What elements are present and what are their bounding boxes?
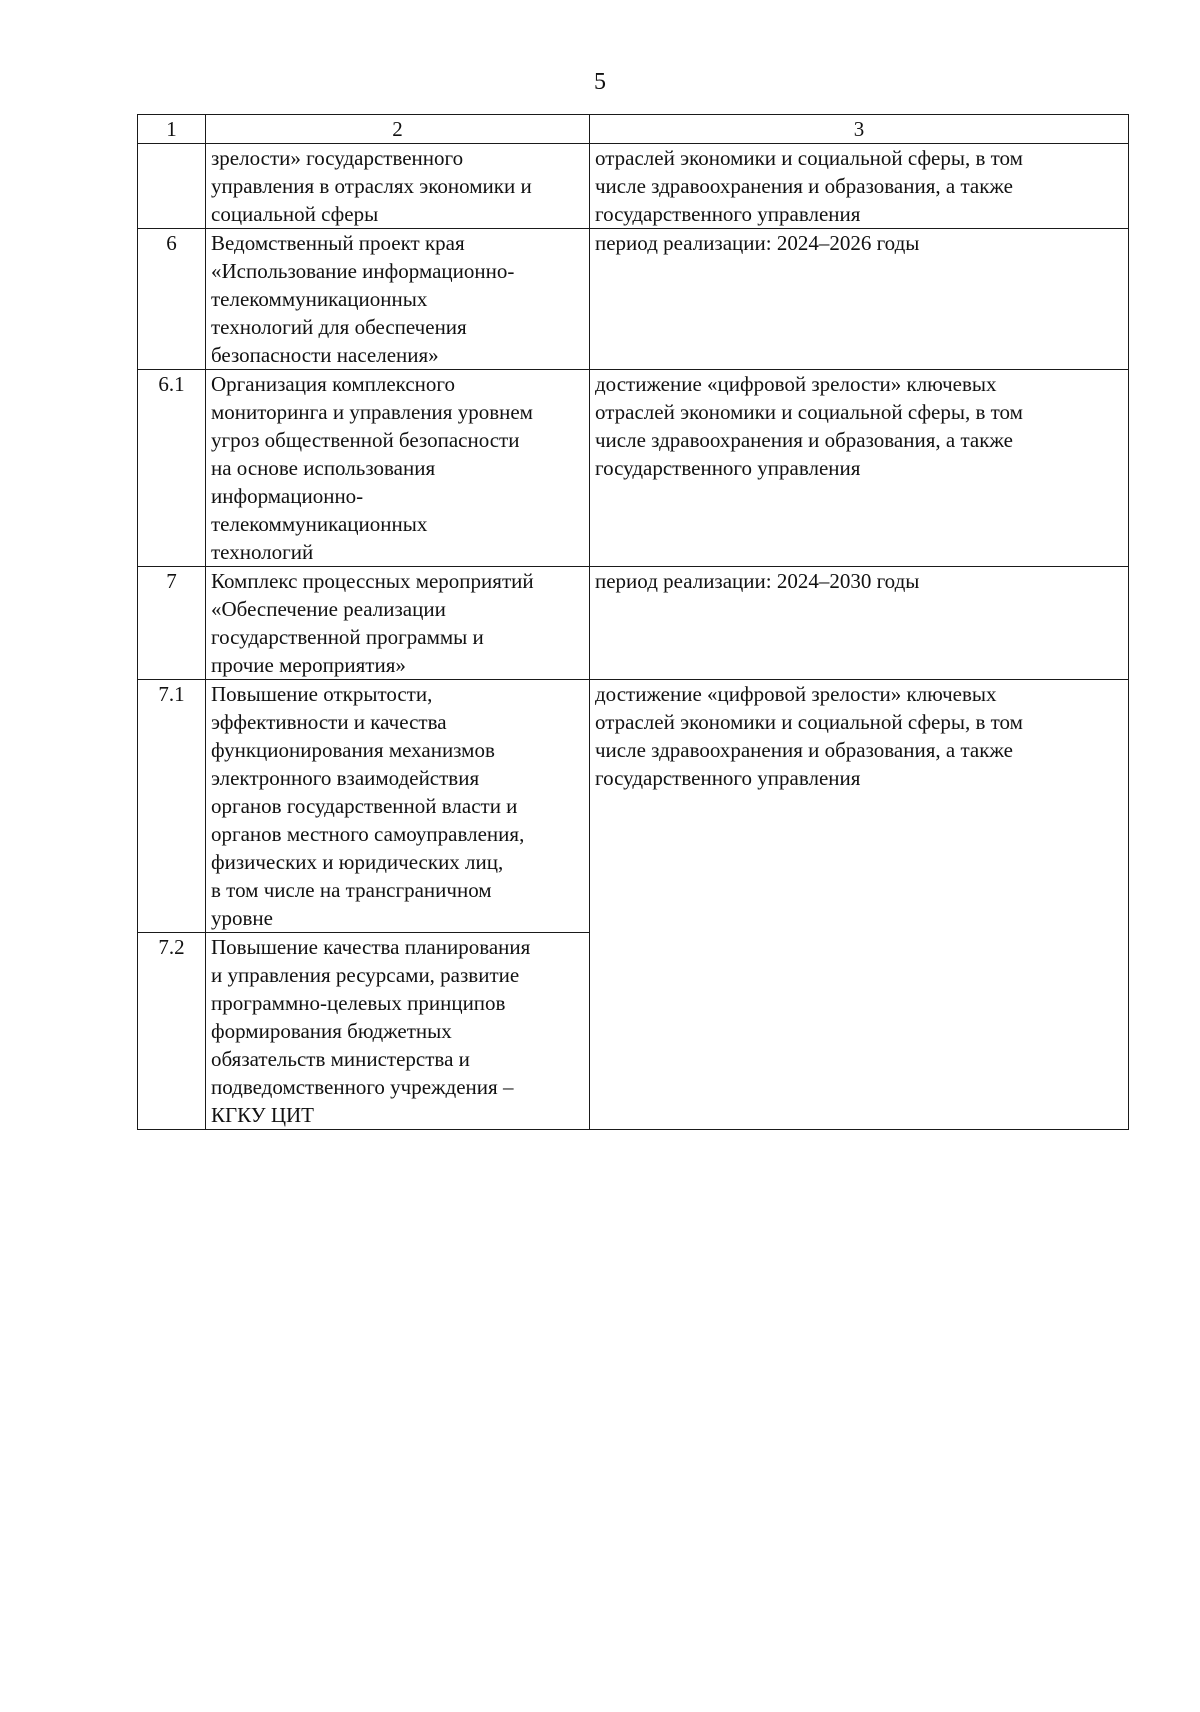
column-header-3: 3 <box>590 115 1129 144</box>
table-row <box>138 680 1129 933</box>
page-number: 5 <box>594 69 606 95</box>
row-number: 6 <box>138 229 206 370</box>
row-result: период реализации: 2024–2026 годы <box>590 229 1129 370</box>
column-header-1: 1 <box>138 115 206 144</box>
row-number: 7.2 <box>138 933 206 1130</box>
row-number: 7.1 <box>138 680 206 933</box>
row-result: отраслей экономики и социальной сферы, в том числе здравоохранения и образования, а также государственного управления <box>590 144 1129 229</box>
table-row <box>138 229 1129 370</box>
row-result: достижение «цифровой зрелости» ключевых отраслей экономики и социальной сферы, в том числе здравоохранения и образования, а также государственного управления <box>590 680 1129 1130</box>
table-row <box>138 567 1129 680</box>
row-number: 7 <box>138 567 206 680</box>
row-name: Организация комплексного мониторинга и управления уровнем угроз общественной безопасности на основе использования информационно- телекоммуникационных технологий <box>206 370 590 567</box>
row-name: Повышение качества планирования и управления ресурсами, развитие программно-целевых принципов формирования бюджетных обязательств министерства и подведомственного учреждения – КГКУ ЦИТ <box>206 933 590 1130</box>
table-header-row <box>138 115 1129 144</box>
table-row <box>138 370 1129 567</box>
row-result: период реализации: 2024–2030 годы <box>590 567 1129 680</box>
row-name: Повышение открытости, эффективности и качества функционирования механизмов электронного взаимодействия органов государственной власти и органов местного самоуправления, физических и юридических лиц, в том числе на трансграничном уровне <box>206 680 590 933</box>
program-table <box>137 114 1129 1130</box>
row-number: 6.1 <box>138 370 206 567</box>
row-result: достижение «цифровой зрелости» ключевых отраслей экономики и социальной сферы, в том числе здравоохранения и образования, а также государственного управления <box>590 370 1129 567</box>
row-number <box>138 144 206 229</box>
column-header-2: 2 <box>206 115 590 144</box>
row-name: Комплекс процессных мероприятий «Обеспечение реализации государственной программы и прочие мероприятия» <box>206 567 590 680</box>
table-row <box>138 144 1129 229</box>
row-name: Ведомственный проект края «Использование информационно- телекоммуникационных технологий для обеспечения безопасности населения» <box>206 229 590 370</box>
row-name: зрелости» государственного управления в отраслях экономики и социальной сферы <box>206 144 590 229</box>
